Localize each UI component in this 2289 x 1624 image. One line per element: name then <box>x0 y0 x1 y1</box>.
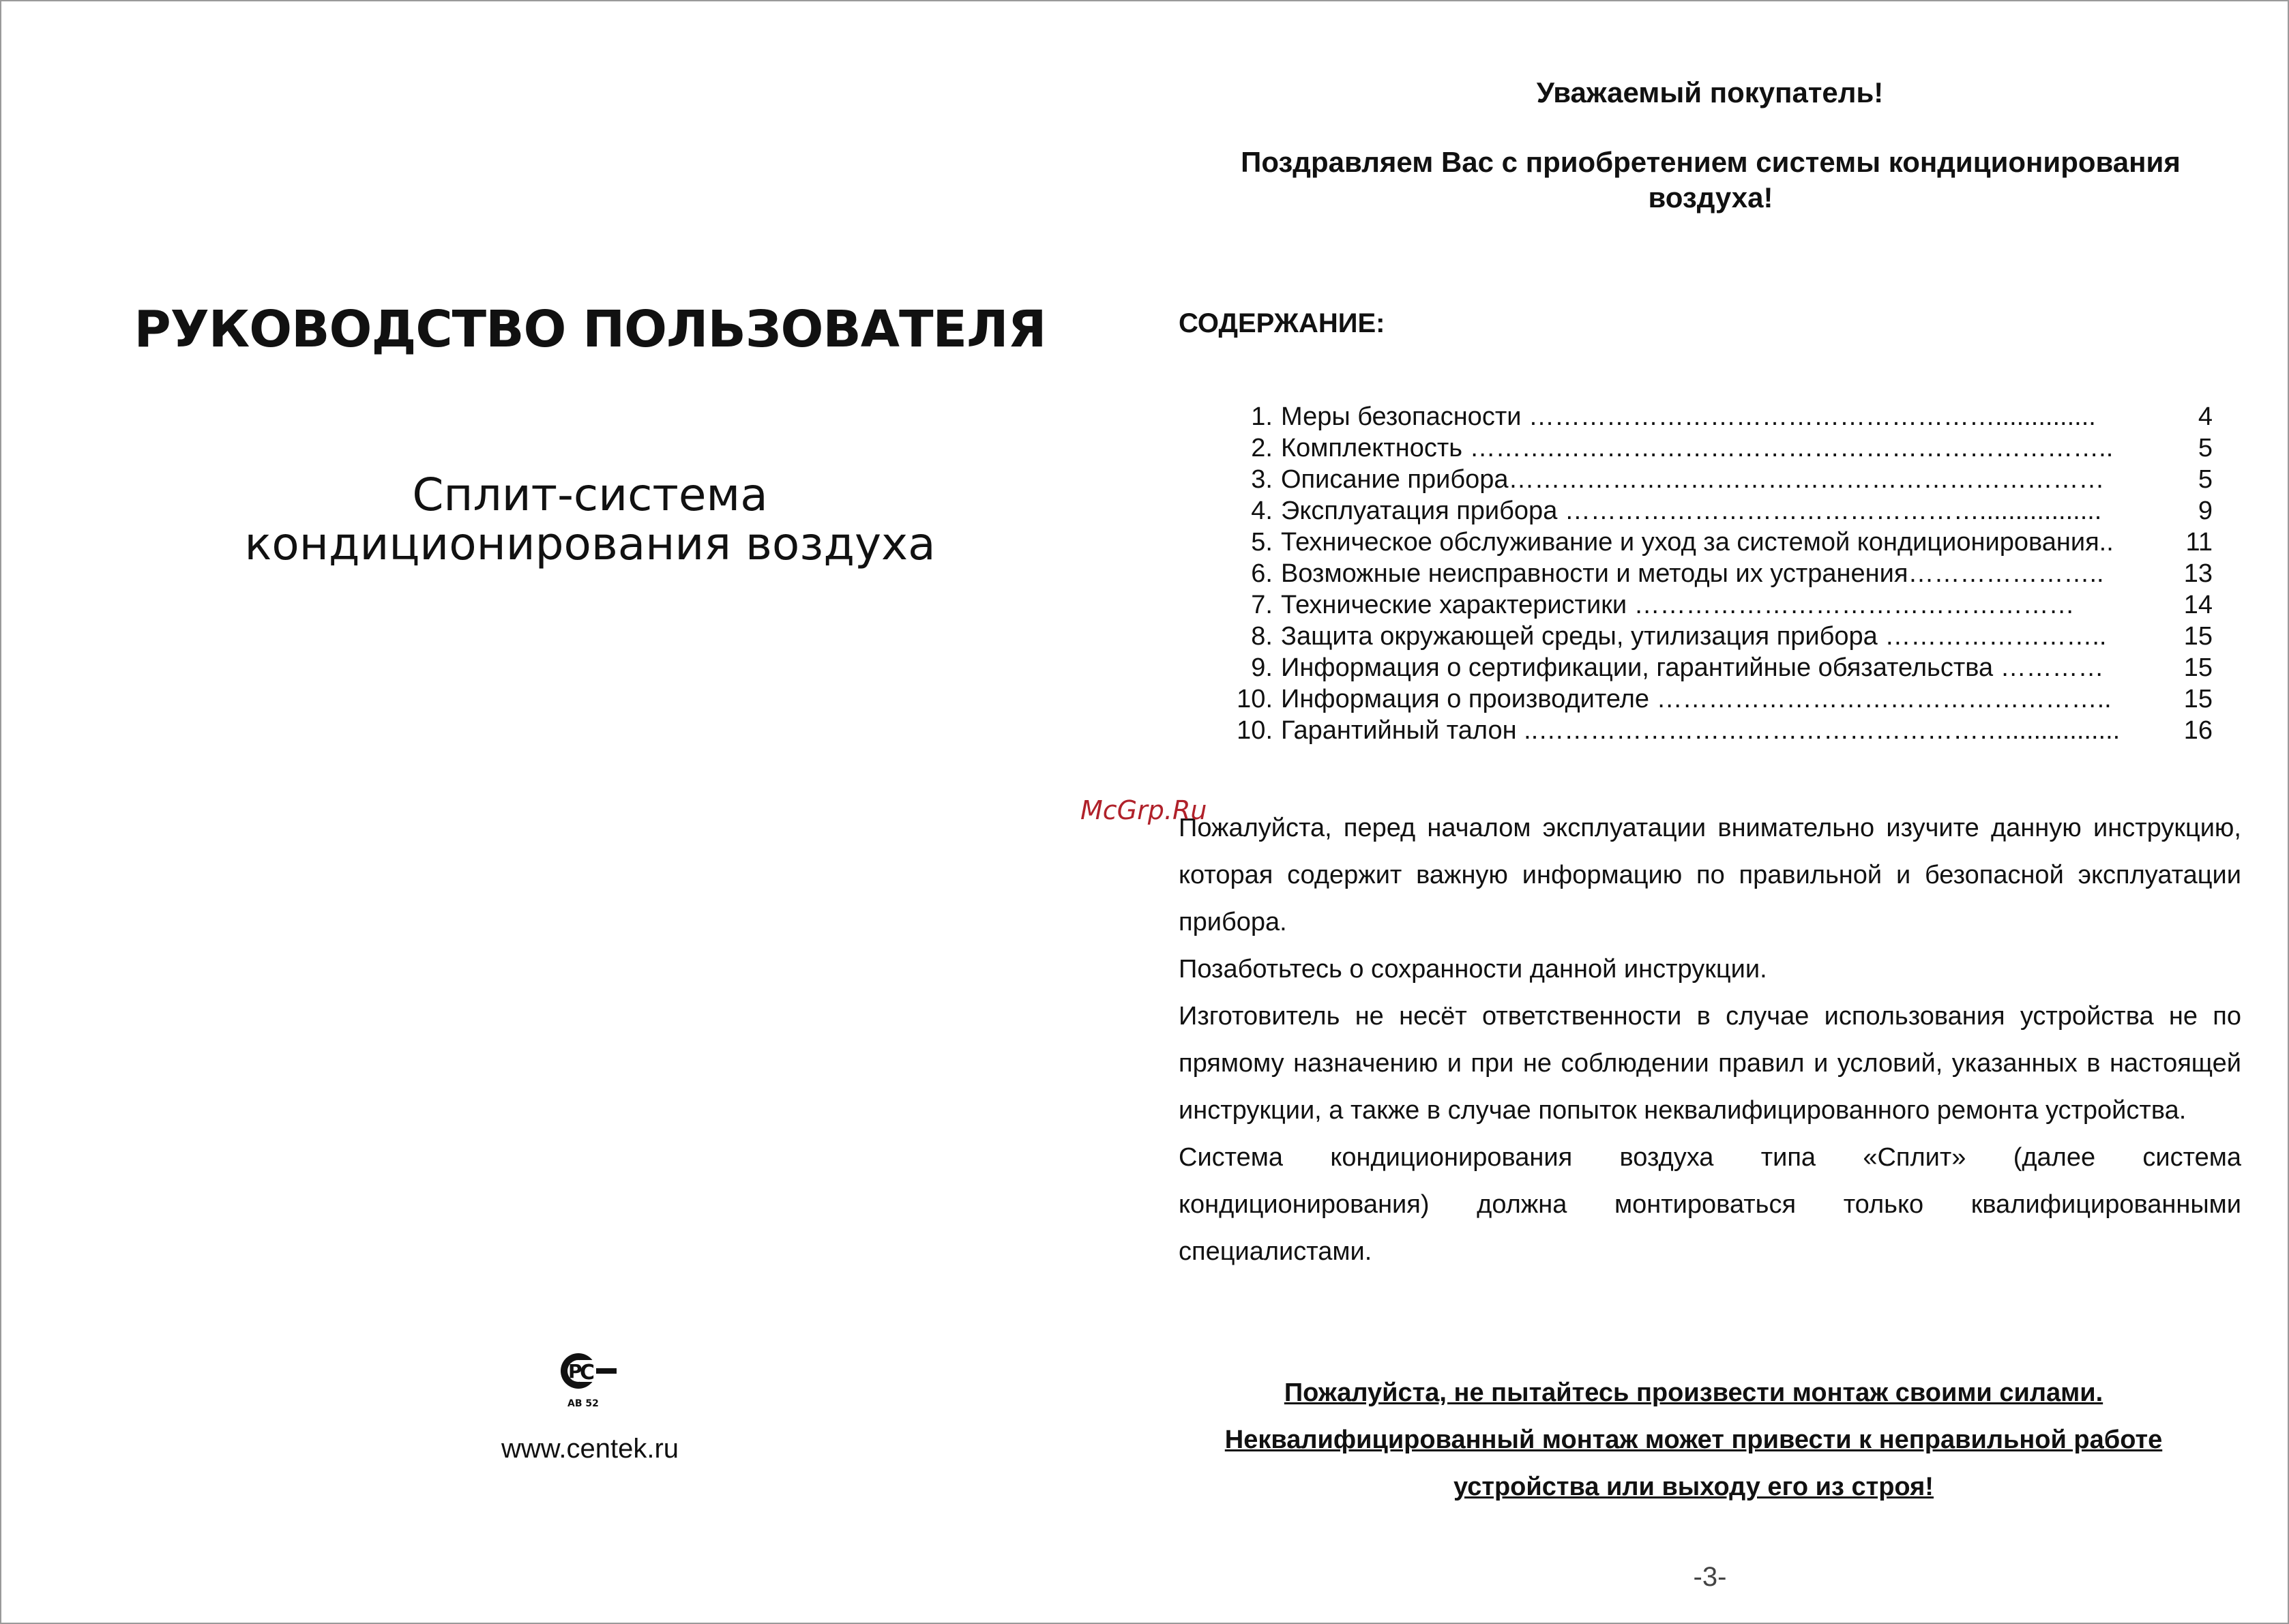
toc-item-number: 7. <box>1251 591 1273 619</box>
intro-paragraph: Система кондиционирования воздуха типа «Сплит» (далее система кондиционирования) должна монтироваться только квалифицированными специалистами. <box>1179 1143 2241 1266</box>
toc-item-number: 4. <box>1251 497 1273 525</box>
toc-item-page: 16 <box>2183 716 2213 745</box>
toc-item-number: 6. <box>1251 559 1273 588</box>
intro-paragraph: Позаботьтесь о сохранности данной инструкции. <box>1179 955 1767 984</box>
toc-item-number: 1. <box>1251 402 1273 431</box>
contents-heading: СОДЕРЖАНИЕ: <box>1179 308 1385 338</box>
toc-item <box>1207 401 2217 432</box>
toc-item <box>1207 495 2217 527</box>
toc-item-title: Эксплуатация прибора …………………………………………................. <box>1281 497 2102 525</box>
toc-item <box>1207 683 2217 715</box>
toc-item <box>1207 652 2217 683</box>
toc-item-number: 8. <box>1251 622 1273 651</box>
website-link[interactable]: www.centek.ru <box>501 1434 679 1464</box>
toc-item-page: 15 <box>2183 685 2213 713</box>
toc-item-title: Комплектность ……….……………………………………………………….. <box>1281 434 2114 462</box>
toc-item-title: Гарантийный талон ..………………………………………………................ <box>1281 716 2121 745</box>
intro-text <box>1179 805 2241 1275</box>
toc-item-page: 4 <box>2198 402 2213 431</box>
warning-line-3: устройства или выходу его из строя! <box>1453 1473 1934 1501</box>
toc-item-title: Возможные неисправности и методы их устранения………………….. <box>1281 559 2104 588</box>
table-of-contents <box>1207 401 2217 746</box>
certification-mark-icon <box>559 1352 627 1411</box>
toc-item <box>1207 621 2217 652</box>
watermark: McGrp.Ru <box>1080 795 1207 825</box>
toc-item-page: 9 <box>2198 497 2213 525</box>
toc-item-number: 5. <box>1251 528 1273 557</box>
toc-item-title: Информация о производителе …………………………………………….. <box>1281 685 2112 713</box>
manual-subtitle <box>0 471 1180 569</box>
toc-item-number: 2. <box>1251 434 1273 462</box>
toc-item <box>1207 527 2217 558</box>
svg-text:Р: Р <box>568 1360 582 1383</box>
warning-line-2: Неквалифицированный монтаж может привести к неправильной работе <box>1224 1426 2163 1454</box>
intro-paragraph: Изготовитель не несёт ответственности в случае использования устройства не по прямому назначению и при не соблюдении правил и условий, указанных в настоящей инструкции, а также в случае попыток неквалифицированного ремонта устройства. <box>1179 1002 2241 1125</box>
page-number: -3- <box>1693 1562 1727 1592</box>
toc-item <box>1207 558 2217 589</box>
toc-item-page: 15 <box>2183 653 2213 682</box>
toc-item-page: 13 <box>2183 559 2213 588</box>
toc-item-page: 11 <box>2185 528 2213 557</box>
congrats-line-2: воздуха! <box>1648 181 1773 213</box>
toc-item-number: 10. <box>1237 716 1273 745</box>
toc-item-title: Защита окружающей среды, утилизация прибора …………………….. <box>1281 622 2107 651</box>
toc-item-page: 5 <box>2198 434 2213 462</box>
toc-item <box>1207 589 2217 621</box>
toc-item <box>1207 464 2217 495</box>
warning-line-1: Пожалуйста, не пытайтесь произвести монтаж своими силами. <box>1284 1378 2103 1407</box>
toc-item <box>1207 715 2217 746</box>
subtitle-line-1: Сплит-система <box>412 469 768 521</box>
toc-item <box>1207 432 2217 464</box>
congratulations-text <box>1220 145 2202 216</box>
subtitle-line-2: кондиционирования воздуха <box>244 518 936 570</box>
congrats-line-1: Поздравляем Вас с приобретением системы кондиционирования <box>1241 146 2181 178</box>
greeting-heading: Уважаемый покупатель! <box>1536 76 1884 108</box>
installation-warning <box>1213 1370 2174 1511</box>
toc-item-number: 3. <box>1251 465 1273 494</box>
cert-mark-text: АВ 52 <box>567 1398 599 1409</box>
toc-item-number: 9. <box>1251 653 1273 682</box>
toc-item-page: 14 <box>2183 591 2213 619</box>
toc-item-title: Меры безопасности ……………………………………………….............. <box>1281 402 2096 431</box>
toc-item-title: Технические характеристики …………………………………………… <box>1281 591 2075 619</box>
toc-item-page: 5 <box>2198 465 2213 494</box>
svg-text:С: С <box>580 1361 595 1385</box>
toc-item-title: Информация о сертификации, гарантийные обязательства ………… <box>1281 653 2104 682</box>
toc-item-page: 15 <box>2183 622 2213 651</box>
toc-item-number: 10. <box>1237 685 1273 713</box>
manual-title: РУКОВОДСТВО ПОЛЬЗОВАТЕЛЯ <box>134 300 1046 359</box>
toc-item-title: Описание прибора…………………………………………………………… <box>1281 465 2105 494</box>
intro-paragraph: Пожалуйста, перед началом эксплуатации внимательно изучите данную инструкцию, которая содержит важную информацию по правильной и безопасной эксплуатации прибора. <box>1179 814 2241 936</box>
toc-item-title: Техническое обслуживание и уход за системой кондиционирования.. <box>1281 528 2114 557</box>
